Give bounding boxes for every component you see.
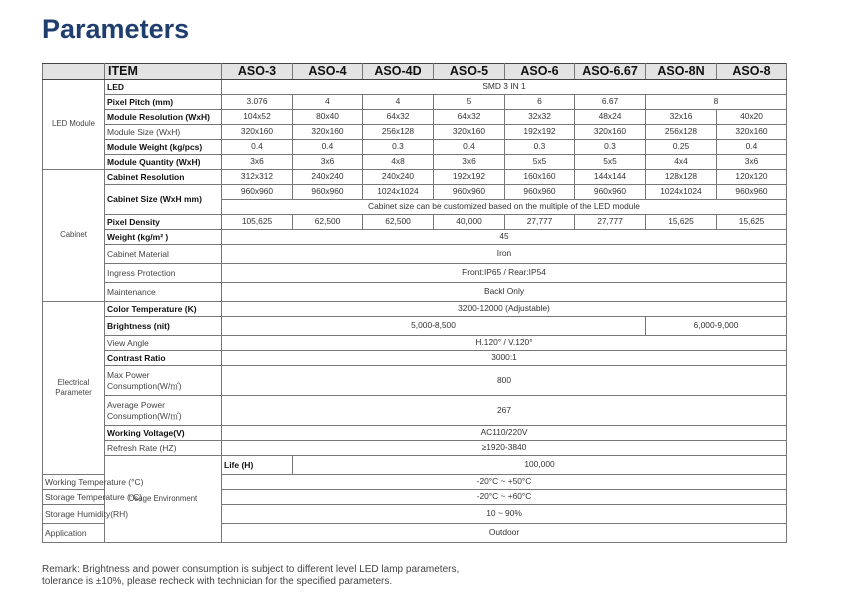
row-value: 3000:1	[222, 351, 787, 366]
cell-value: 960x960	[505, 185, 575, 200]
cell-value: 960x960	[575, 185, 646, 200]
cell-value: 48x24	[575, 110, 646, 125]
row-contrast-ratio	[43, 351, 787, 366]
row-color-temperature	[43, 302, 787, 317]
cell-value: 1024x1024	[646, 185, 717, 200]
cell-value: 160x160	[505, 170, 575, 185]
cell-value: 320x160	[434, 125, 505, 140]
row-value: Iron	[222, 245, 787, 264]
row-label: Storage Humidity(RH)	[43, 505, 105, 524]
cell-value: 0.4	[434, 140, 505, 155]
cell-value: 4	[363, 95, 434, 110]
row-value: 100,000	[293, 456, 787, 475]
row-value: -20°C ~ +60°C	[222, 490, 787, 505]
row-label: Maintenance	[105, 283, 222, 302]
row-label	[105, 366, 222, 396]
cell-value: 960x960	[717, 185, 787, 200]
cell-value: 312x312	[222, 170, 293, 185]
cell-value: 0.3	[505, 140, 575, 155]
cell-value: 105,625	[222, 215, 293, 230]
cell-value: 320x160	[222, 125, 293, 140]
row-value: 800	[222, 366, 787, 396]
row-label	[105, 396, 222, 426]
cell-value: 15,625	[717, 215, 787, 230]
cell-value: 0.4	[293, 140, 363, 155]
row-module-size	[43, 125, 787, 140]
cell-value: 62,500	[363, 215, 434, 230]
model-header: ASO-8N	[646, 64, 717, 80]
row-cabinet-size	[43, 185, 787, 200]
row-avg-power	[43, 396, 787, 426]
parameters-table	[42, 63, 787, 543]
row-value: AC110/220V	[222, 426, 787, 441]
group-usage-environment: Usage Environment	[105, 456, 222, 543]
row-brightness	[43, 317, 787, 336]
cell-value: 320x160	[293, 125, 363, 140]
row-label: Weight (kg/m² )	[105, 230, 222, 245]
row-ingress-protection	[43, 264, 787, 283]
cell-value: 32x32	[505, 110, 575, 125]
cell-value: 3x6	[293, 155, 363, 170]
cell-value: 8	[646, 95, 787, 110]
page-title: Parameters	[42, 14, 190, 44]
model-header: ASO-4D	[363, 64, 434, 80]
row-label: Storage Temperature (°C)	[43, 490, 105, 505]
row-label: Pixel Pitch (mm)	[105, 95, 222, 110]
cell-value: 960x960	[222, 185, 293, 200]
cell-value: 5x5	[575, 155, 646, 170]
cell-value: 15,625	[646, 215, 717, 230]
cell-value: 4x8	[363, 155, 434, 170]
cell-value: 6.67	[575, 95, 646, 110]
cell-value: 240x240	[293, 170, 363, 185]
cabinet-size-note: Cabinet size can be customized based on the multiple of the LED module	[222, 200, 787, 215]
group-electrical: Electrical Parameter	[43, 302, 105, 475]
cell-value: 6,000-9,000	[646, 317, 787, 336]
group-led-module: LED Module	[43, 80, 105, 170]
cell-value: 5,000-8,500	[222, 317, 646, 336]
row-maintenance	[43, 283, 787, 302]
cell-value: 0.25	[646, 140, 717, 155]
row-led	[43, 80, 787, 95]
cell-value: 62,500	[293, 215, 363, 230]
header-item: ITEM	[105, 64, 222, 80]
cell-value: 3.076	[222, 95, 293, 110]
cell-value: 240x240	[363, 170, 434, 185]
cell-value: 0.3	[575, 140, 646, 155]
row-value: Front:IP65 / Rear:IP54	[222, 264, 787, 283]
row-label: Working Voltage(V)	[105, 426, 222, 441]
model-header: ASO-6.67	[575, 64, 646, 80]
cell-value: 144x144	[575, 170, 646, 185]
row-label-line: Max Power	[107, 370, 150, 381]
row-label: Module Size (WxH)	[105, 125, 222, 140]
cell-value: 320x160	[575, 125, 646, 140]
cell-value: 64x32	[434, 110, 505, 125]
row-view-angle	[43, 336, 787, 351]
row-label: Module Resolution (WxH)	[105, 110, 222, 125]
row-value: -20°C ~ +50°C	[222, 475, 787, 490]
row-label: Application	[43, 524, 105, 543]
header-row	[43, 64, 787, 80]
row-cabinet-resolution	[43, 170, 787, 185]
cell-value: 0.4	[717, 140, 787, 155]
model-header: ASO-8	[717, 64, 787, 80]
cell-value: 0.4	[222, 140, 293, 155]
cell-value: 6	[505, 95, 575, 110]
row-label: Cabinet Material	[105, 245, 222, 264]
cell-value: 40,000	[434, 215, 505, 230]
cell-value: 5	[434, 95, 505, 110]
row-life	[43, 456, 787, 475]
group-cabinet: Cabinet	[43, 170, 105, 302]
cell-value: 3x6	[222, 155, 293, 170]
row-module-weight	[43, 140, 787, 155]
row-label: Contrast Ratio	[105, 351, 222, 366]
row-module-quantity	[43, 155, 787, 170]
row-label: Working Temperature (°C)	[43, 475, 105, 490]
cell-value: 960x960	[293, 185, 363, 200]
cell-value: 3x6	[434, 155, 505, 170]
cell-value: 0.3	[363, 140, 434, 155]
model-header: ASO-4	[293, 64, 363, 80]
model-header: ASO-5	[434, 64, 505, 80]
row-pixel-density	[43, 215, 787, 230]
cell-value: 32x16	[646, 110, 717, 125]
header-blank-cell	[43, 64, 105, 80]
cell-value: 960x960	[434, 185, 505, 200]
remark	[42, 564, 459, 588]
cell-value: 4x4	[646, 155, 717, 170]
cell-value: 3x6	[717, 155, 787, 170]
row-cabinet-material	[43, 245, 787, 264]
cell-value: 120x120	[717, 170, 787, 185]
row-label-line: Consumption(W/㎡)	[107, 410, 182, 421]
cell-value: 128x128	[646, 170, 717, 185]
row-label: Cabinet Size (WxH mm)	[105, 185, 222, 215]
remark-line: tolerance is ±10%, please recheck with technician for the specified parameters.	[42, 576, 393, 587]
row-label: Module Quantity (WxH)	[105, 155, 222, 170]
cell-value: 192x192	[434, 170, 505, 185]
cell-value: 40x20	[717, 110, 787, 125]
cell-value: 256x128	[646, 125, 717, 140]
row-label-line: Average Power	[107, 400, 165, 411]
row-label: Module Weight (kg/pcs)	[105, 140, 222, 155]
cell-value: 5x5	[505, 155, 575, 170]
row-label-line: Consumption(W/㎡)	[107, 380, 182, 391]
row-label: LED	[105, 80, 222, 95]
row-module-resolution	[43, 110, 787, 125]
row-label: Refresh Rate (HZ)	[105, 441, 222, 456]
row-refresh-rate	[43, 441, 787, 456]
row-value: 10 ~ 90%	[222, 505, 787, 524]
row-value: Backl Only	[222, 283, 787, 302]
row-value: 267	[222, 396, 787, 426]
row-label: View Angle	[105, 336, 222, 351]
row-label: Color Temperature (K)	[105, 302, 222, 317]
cell-value: 104x52	[222, 110, 293, 125]
row-pixel-pitch	[43, 95, 787, 110]
row-value: ≥1920-3840	[222, 441, 787, 456]
row-label: Ingress Protection	[105, 264, 222, 283]
cell-value: 27,777	[575, 215, 646, 230]
row-value: 45	[222, 230, 787, 245]
row-working-voltage	[43, 426, 787, 441]
cell-value: 256x128	[363, 125, 434, 140]
cell-value: 64x32	[363, 110, 434, 125]
cell-value: 320x160	[717, 125, 787, 140]
row-value: 3200-12000 (Adjustable)	[222, 302, 787, 317]
row-max-power	[43, 366, 787, 396]
cell-value: 80x40	[293, 110, 363, 125]
row-label: Brightness (nit)	[105, 317, 222, 336]
cell-value: 1024x1024	[363, 185, 434, 200]
cell-value: 27,777	[505, 215, 575, 230]
cell-value: 4	[293, 95, 363, 110]
model-header: ASO-3	[222, 64, 293, 80]
model-header: ASO-6	[505, 64, 575, 80]
row-label: Pixel Density	[105, 215, 222, 230]
remark-line: Remark: Brightness and power consumption is subject to different level LED lamp parameters,	[42, 564, 460, 575]
row-value: H.120° / V.120°	[222, 336, 787, 351]
row-label: Life (H)	[222, 456, 293, 475]
row-value: Outdoor	[222, 524, 787, 543]
row-label: Cabinet Resolution	[105, 170, 222, 185]
cell-value: 192x192	[505, 125, 575, 140]
row-weight	[43, 230, 787, 245]
row-value: SMD 3 IN 1	[222, 80, 787, 95]
